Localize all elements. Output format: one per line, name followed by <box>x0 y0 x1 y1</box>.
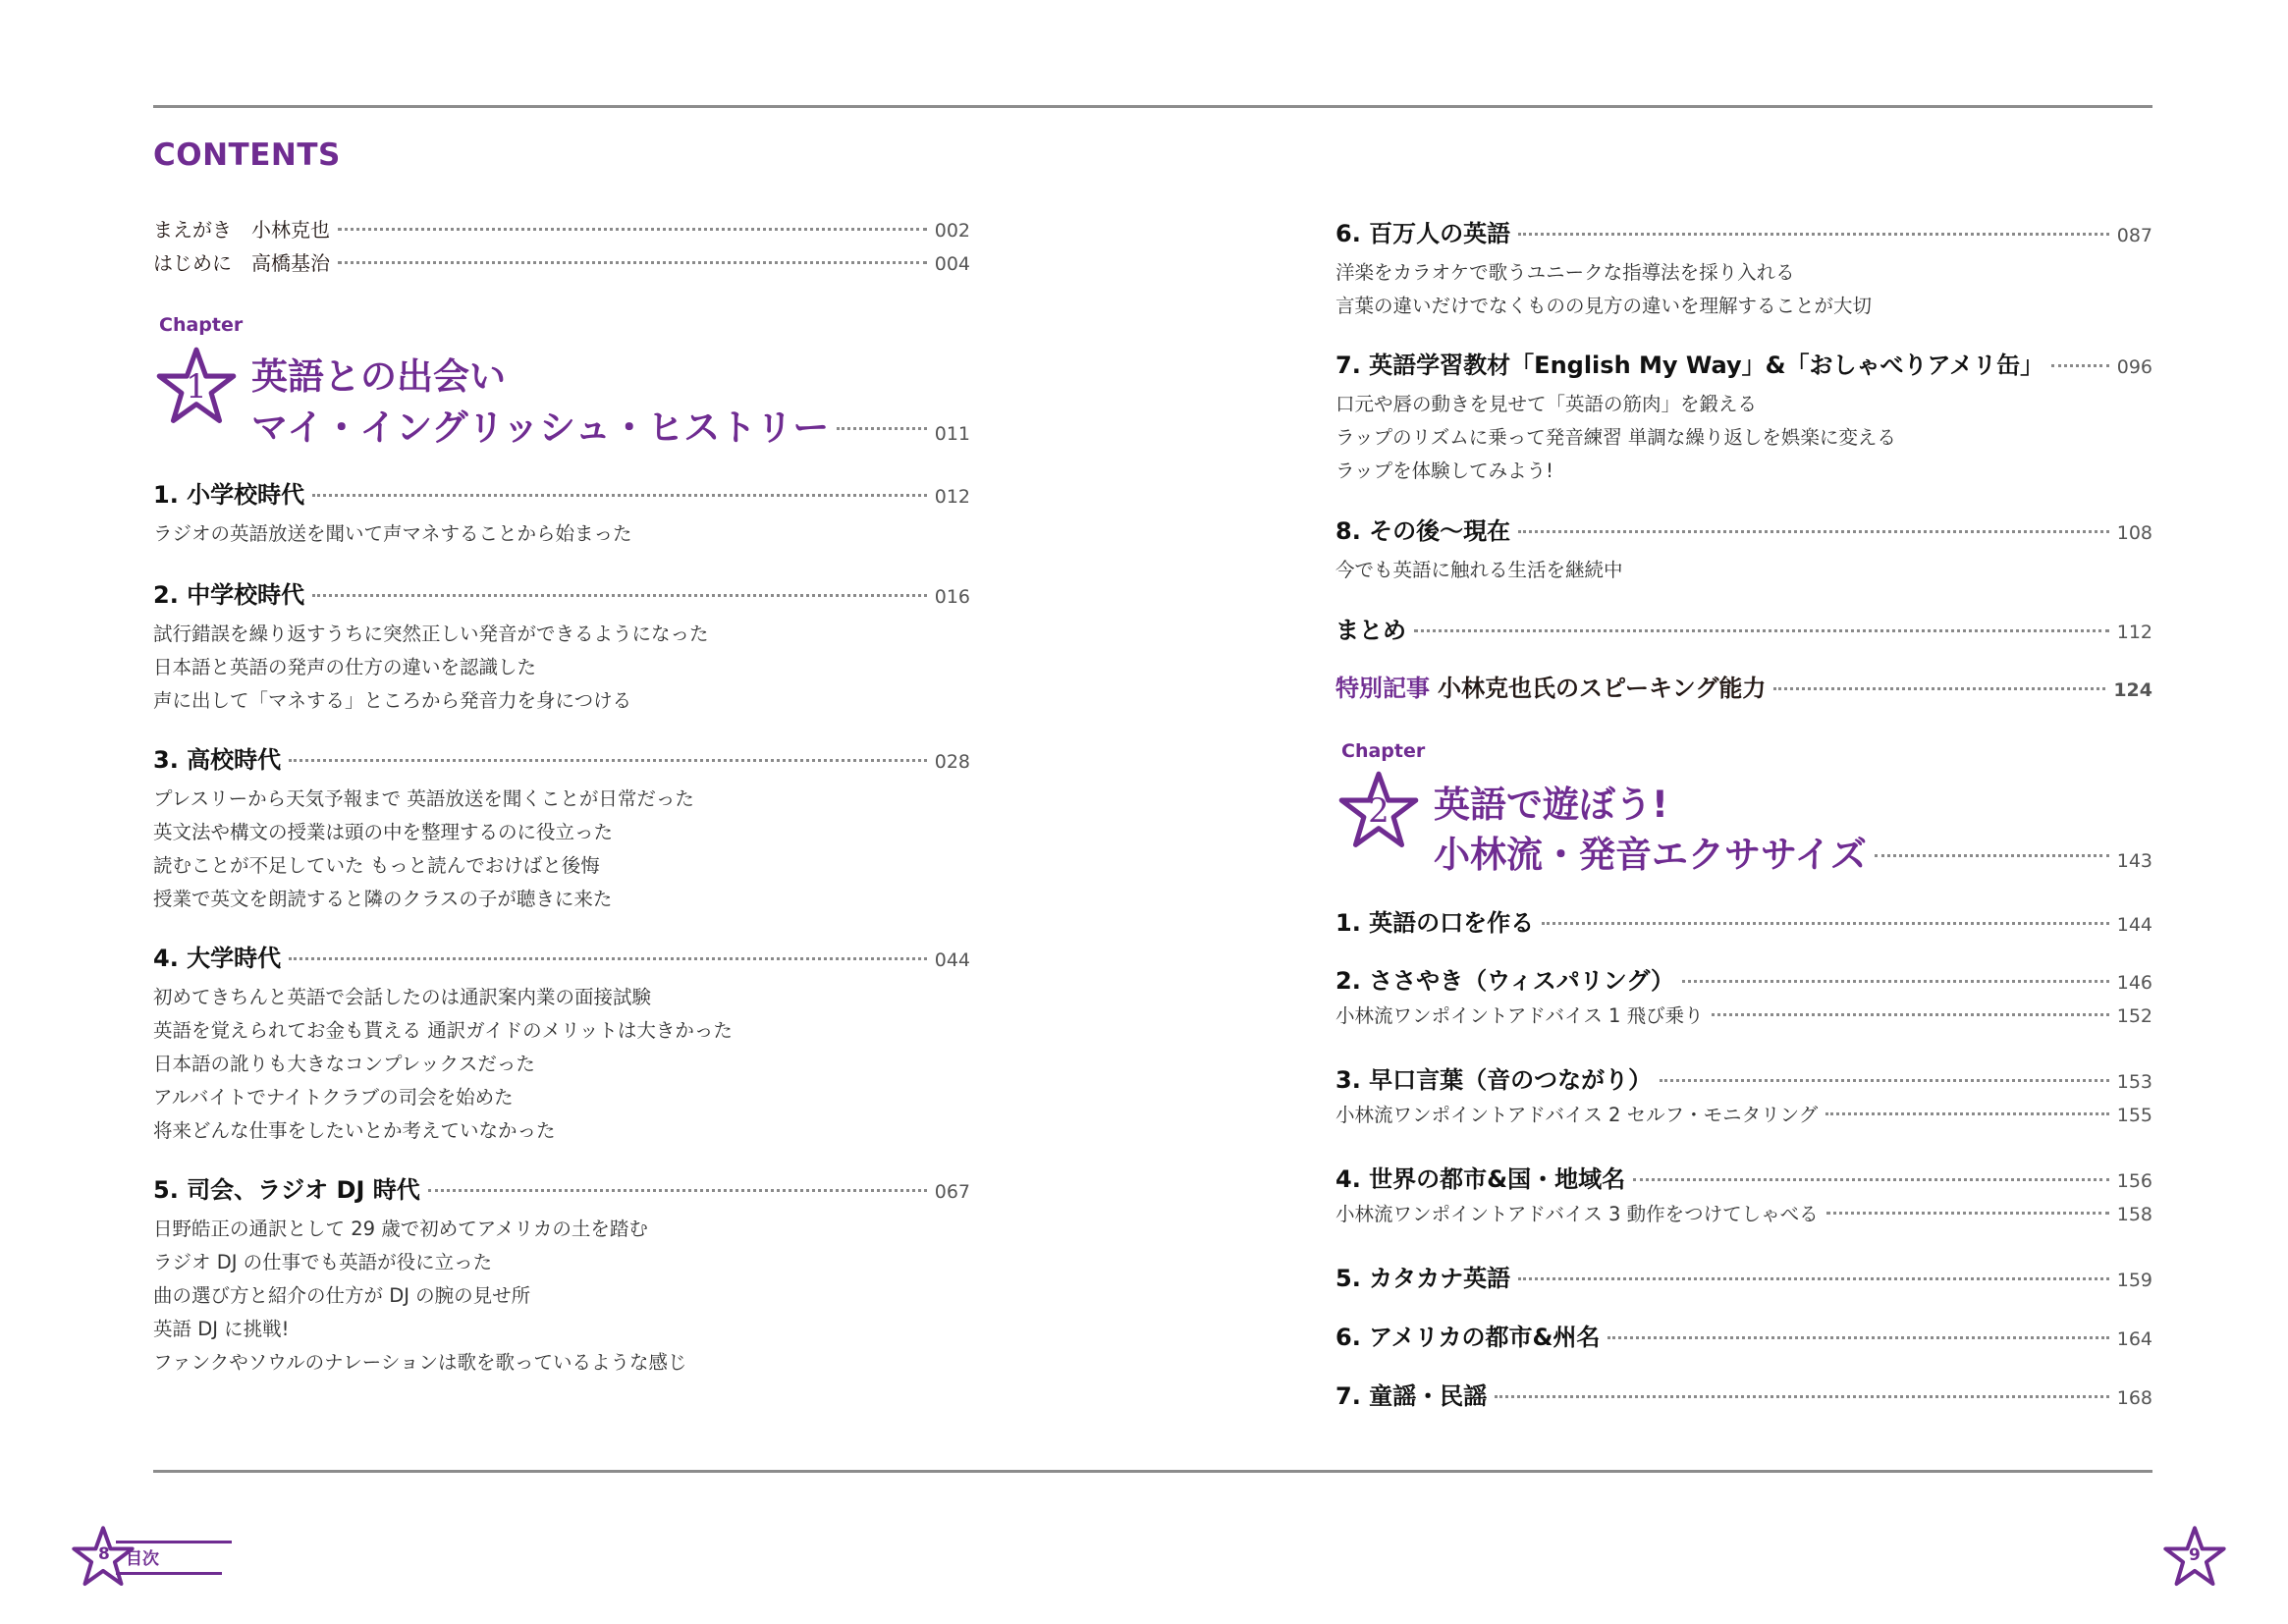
toc-section[interactable] <box>1335 214 2152 323</box>
dot-leader <box>2051 364 2109 367</box>
dot-leader <box>1826 1212 2109 1215</box>
dot-leader <box>428 1189 927 1192</box>
section-title: 7. 英語学習教材「English My Way」&「おしゃべりアメリ缶」 <box>1335 352 2044 379</box>
page-number: 002 <box>934 220 970 242</box>
section-subtitle: ファンクやソウルのナレーションは歌を歌っているような感じ <box>153 1351 687 1374</box>
intro-row[interactable] <box>153 214 970 243</box>
section-title: 6. 百万人の英語 <box>1335 220 1511 247</box>
dot-leader <box>289 759 927 762</box>
section-subtitle: 言葉の違いだけでなくものの見方の違いを理解することが大切 <box>1335 295 1873 317</box>
toc-section[interactable] <box>1335 611 2152 645</box>
dot-leader <box>1518 530 2109 533</box>
section-subtitle: アルバイトでナイトクラブの司会を始めた <box>153 1086 514 1109</box>
toc-section[interactable] <box>1335 1060 2152 1132</box>
section-subtitle: 授業で英文を朗読すると隣のクラスの子が聴きに来た <box>153 888 613 910</box>
page-number: 155 <box>2116 1105 2152 1126</box>
page-number: 067 <box>934 1181 970 1203</box>
chapter-title-row[interactable] <box>1434 830 2152 881</box>
section-subtitle: プレスリーから天気予報まで 英語放送を聞くことが日常だった <box>153 787 694 810</box>
section-title: 3. 早口言葉（音のつながり） <box>1335 1066 1653 1094</box>
section-subtitle: 日本語と英語の発声の仕方の違いを認識した <box>153 656 537 678</box>
section-subtitle: ラジオ DJ の仕事でも英語が役に立った <box>153 1251 493 1273</box>
page-number-left: 8 <box>98 1544 110 1564</box>
section-subtitle: 英語を覚えられてお金も貰える 通訳ガイドのメリットは大きかった <box>153 1019 733 1042</box>
dot-leader <box>1607 1336 2108 1339</box>
page-number: 044 <box>934 949 970 971</box>
page-number: 028 <box>934 751 970 773</box>
page-number: 012 <box>934 486 970 508</box>
right-column <box>1335 0 2152 1453</box>
page-number: 016 <box>934 586 970 608</box>
dot-leader <box>1875 854 2109 857</box>
section-subtitle: 英文法や構文の授業は頭の中を整理するのに役立った <box>153 821 614 843</box>
page-number: 168 <box>2116 1387 2152 1409</box>
dot-leader <box>338 228 927 231</box>
section-subtitle: 読むことが不足していた もっと読んでおけばと後悔 <box>153 854 600 877</box>
page-number: 156 <box>2116 1170 2152 1192</box>
dot-leader <box>837 427 926 430</box>
chapter-title-line2: 小林流・発音エクササイズ <box>1434 834 1868 876</box>
section-title: 2. 中学校時代 <box>153 581 305 609</box>
toc-section[interactable] <box>1335 1377 2152 1411</box>
dot-leader <box>1682 980 2109 983</box>
sub-entry[interactable] <box>1335 1198 2152 1231</box>
section-subtitle: 小林流ワンポイントアドバイス 1 飛び乗り <box>1335 1004 1704 1027</box>
section-title: まとめ <box>1335 617 1406 644</box>
intro-author: 小林克也 <box>251 218 330 242</box>
dot-leader <box>1825 1112 2108 1115</box>
intro-label: まえがき <box>153 218 232 242</box>
special-title: 小林克也氏のスピーキング能力 <box>1438 675 1767 702</box>
toc-section[interactable] <box>153 939 970 1148</box>
dot-leader <box>1518 233 2109 236</box>
dot-leader <box>338 261 927 264</box>
chapter-title-line1: 英語で遊ぼう! <box>1434 784 1668 826</box>
dot-leader <box>1414 629 2109 632</box>
dot-leader <box>1773 687 2105 690</box>
page-number-right: 9 <box>2189 1545 2201 1565</box>
chapter-title-line2: マイ・イングリッシュ・ヒストリー <box>251 406 830 449</box>
toc-section[interactable] <box>1335 903 2152 938</box>
section-subtitle: 小林流ワンポイントアドバイス 3 動作をつけてしゃべる <box>1335 1203 1819 1225</box>
section-subtitle: 曲の選び方と紹介の仕方が DJ の腕の見せ所 <box>153 1284 531 1307</box>
toc-section[interactable] <box>1335 512 2152 587</box>
chapter-label: Chapter <box>159 314 244 336</box>
section-subtitle: 初めてきちんと英語で会話したのは通訳案内業の面接試験 <box>153 986 652 1008</box>
intro-label: はじめに <box>153 251 232 275</box>
page-number: 108 <box>2116 522 2152 544</box>
section-title: 4. 大学時代 <box>153 945 282 972</box>
section-title: 5. 司会、ラジオ DJ 時代 <box>153 1176 420 1204</box>
dot-leader <box>312 594 927 597</box>
chapter-label: Chapter <box>1341 740 1426 762</box>
intro-row[interactable] <box>153 247 970 276</box>
dot-leader <box>1633 1178 2109 1181</box>
toc-section[interactable] <box>1335 1160 2152 1231</box>
dot-leader <box>312 494 927 497</box>
left-column <box>153 0 970 1453</box>
intro-author: 高橋基治 <box>251 251 330 275</box>
section-title: 8. その後～現在 <box>1335 517 1511 545</box>
section-subtitle: 声に出して「マネする」ところから発音力を身につける <box>153 689 632 712</box>
page-number: 096 <box>2116 356 2152 378</box>
section-title: 6. アメリカの都市&州名 <box>1335 1324 1601 1351</box>
page-number: 164 <box>2116 1328 2152 1350</box>
section-title: 7. 童謡・民謡 <box>1335 1382 1488 1410</box>
dot-leader <box>1542 922 2109 925</box>
page-number: 159 <box>2116 1270 2152 1291</box>
page-number: 146 <box>2116 972 2152 994</box>
chapter-title-row[interactable] <box>251 403 970 454</box>
section-subtitle: ラジオの英語放送を聞いて声マネすることから始まった <box>153 522 632 545</box>
bottom-rule <box>153 1470 2152 1473</box>
section-title: 1. 小学校時代 <box>153 481 305 509</box>
section-subtitle: ラップを体験してみよう! <box>1335 460 1553 482</box>
page-number: 152 <box>2116 1005 2152 1027</box>
section-title: 5. カタカナ英語 <box>1335 1265 1511 1292</box>
page-number: 011 <box>934 423 970 445</box>
section-title: 4. 世界の都市&国・地域名 <box>1335 1165 1626 1193</box>
section-subtitle: 英語 DJ に挑戦! <box>153 1318 290 1340</box>
dot-leader <box>1660 1079 2109 1082</box>
toc-section[interactable] <box>1335 1318 2152 1352</box>
special-article[interactable] <box>1335 669 2152 703</box>
section-subtitle: 今でも英語に触れる生活を継続中 <box>1335 559 1623 581</box>
toc-section[interactable] <box>153 1170 970 1380</box>
dot-leader <box>289 957 927 960</box>
page-number: 153 <box>2116 1071 2152 1093</box>
section-subtitle: 日本語の訛りも大きなコンプレックスだった <box>153 1053 535 1075</box>
special-label: 特別記事 <box>1335 675 1430 702</box>
page-number: 112 <box>2116 622 2152 643</box>
dot-leader <box>1712 1013 2109 1016</box>
section-subtitle: 日野皓正の通訳として 29 歳で初めてアメリカの土を踏む <box>153 1218 648 1240</box>
page-number: 158 <box>2116 1204 2152 1225</box>
toc-section[interactable] <box>153 740 970 916</box>
section-subtitle: 口元や唇の動きを見せて「英語の筋肉」を鍛える <box>1335 393 1758 415</box>
sub-entry[interactable] <box>1335 1099 2152 1132</box>
dot-leader <box>1518 1277 2109 1280</box>
toc-section[interactable] <box>1335 961 2152 1033</box>
footer-rule <box>116 1541 232 1543</box>
page-title: CONTENTS <box>153 137 341 173</box>
toc-section[interactable] <box>153 575 970 718</box>
footer-section-label: 目次 <box>126 1549 159 1569</box>
toc-section[interactable] <box>1335 1259 2152 1293</box>
toc-section[interactable] <box>153 475 970 551</box>
chapter-number: 1 <box>186 367 207 406</box>
footer-rule <box>116 1572 222 1575</box>
page-number: 144 <box>2116 914 2152 936</box>
section-title: 3. 高校時代 <box>153 746 282 774</box>
toc-section[interactable] <box>1335 346 2152 488</box>
section-title: 1. 英語の口を作る <box>1335 909 1535 937</box>
dot-leader <box>1495 1395 2109 1398</box>
section-subtitle: 小林流ワンポイントアドバイス 2 セルフ・モニタリング <box>1335 1104 1819 1126</box>
section-subtitle: 試行錯誤を繰り返すうちに突然正しい発音ができるようになった <box>153 623 709 645</box>
section-subtitle: ラップのリズムに乗って発音練習 単調な繰り返しを娯楽に変える <box>1335 426 1896 449</box>
page-number: 004 <box>934 253 970 275</box>
section-subtitle: 将来どんな仕事をしたいとか考えていなかった <box>153 1119 556 1142</box>
chapter-title-line1: 英語との出会い <box>251 355 506 398</box>
page-number: 087 <box>2116 225 2152 246</box>
sub-entry[interactable] <box>1335 1000 2152 1033</box>
page-number: 124 <box>2113 679 2152 701</box>
page-number: 143 <box>2116 850 2152 872</box>
chapter-number: 2 <box>1368 791 1389 831</box>
section-title: 2. ささやき（ウィスパリング） <box>1335 967 1674 995</box>
section-subtitle: 洋楽をカラオケで歌うユニークな指導法を採り入れる <box>1335 261 1795 284</box>
